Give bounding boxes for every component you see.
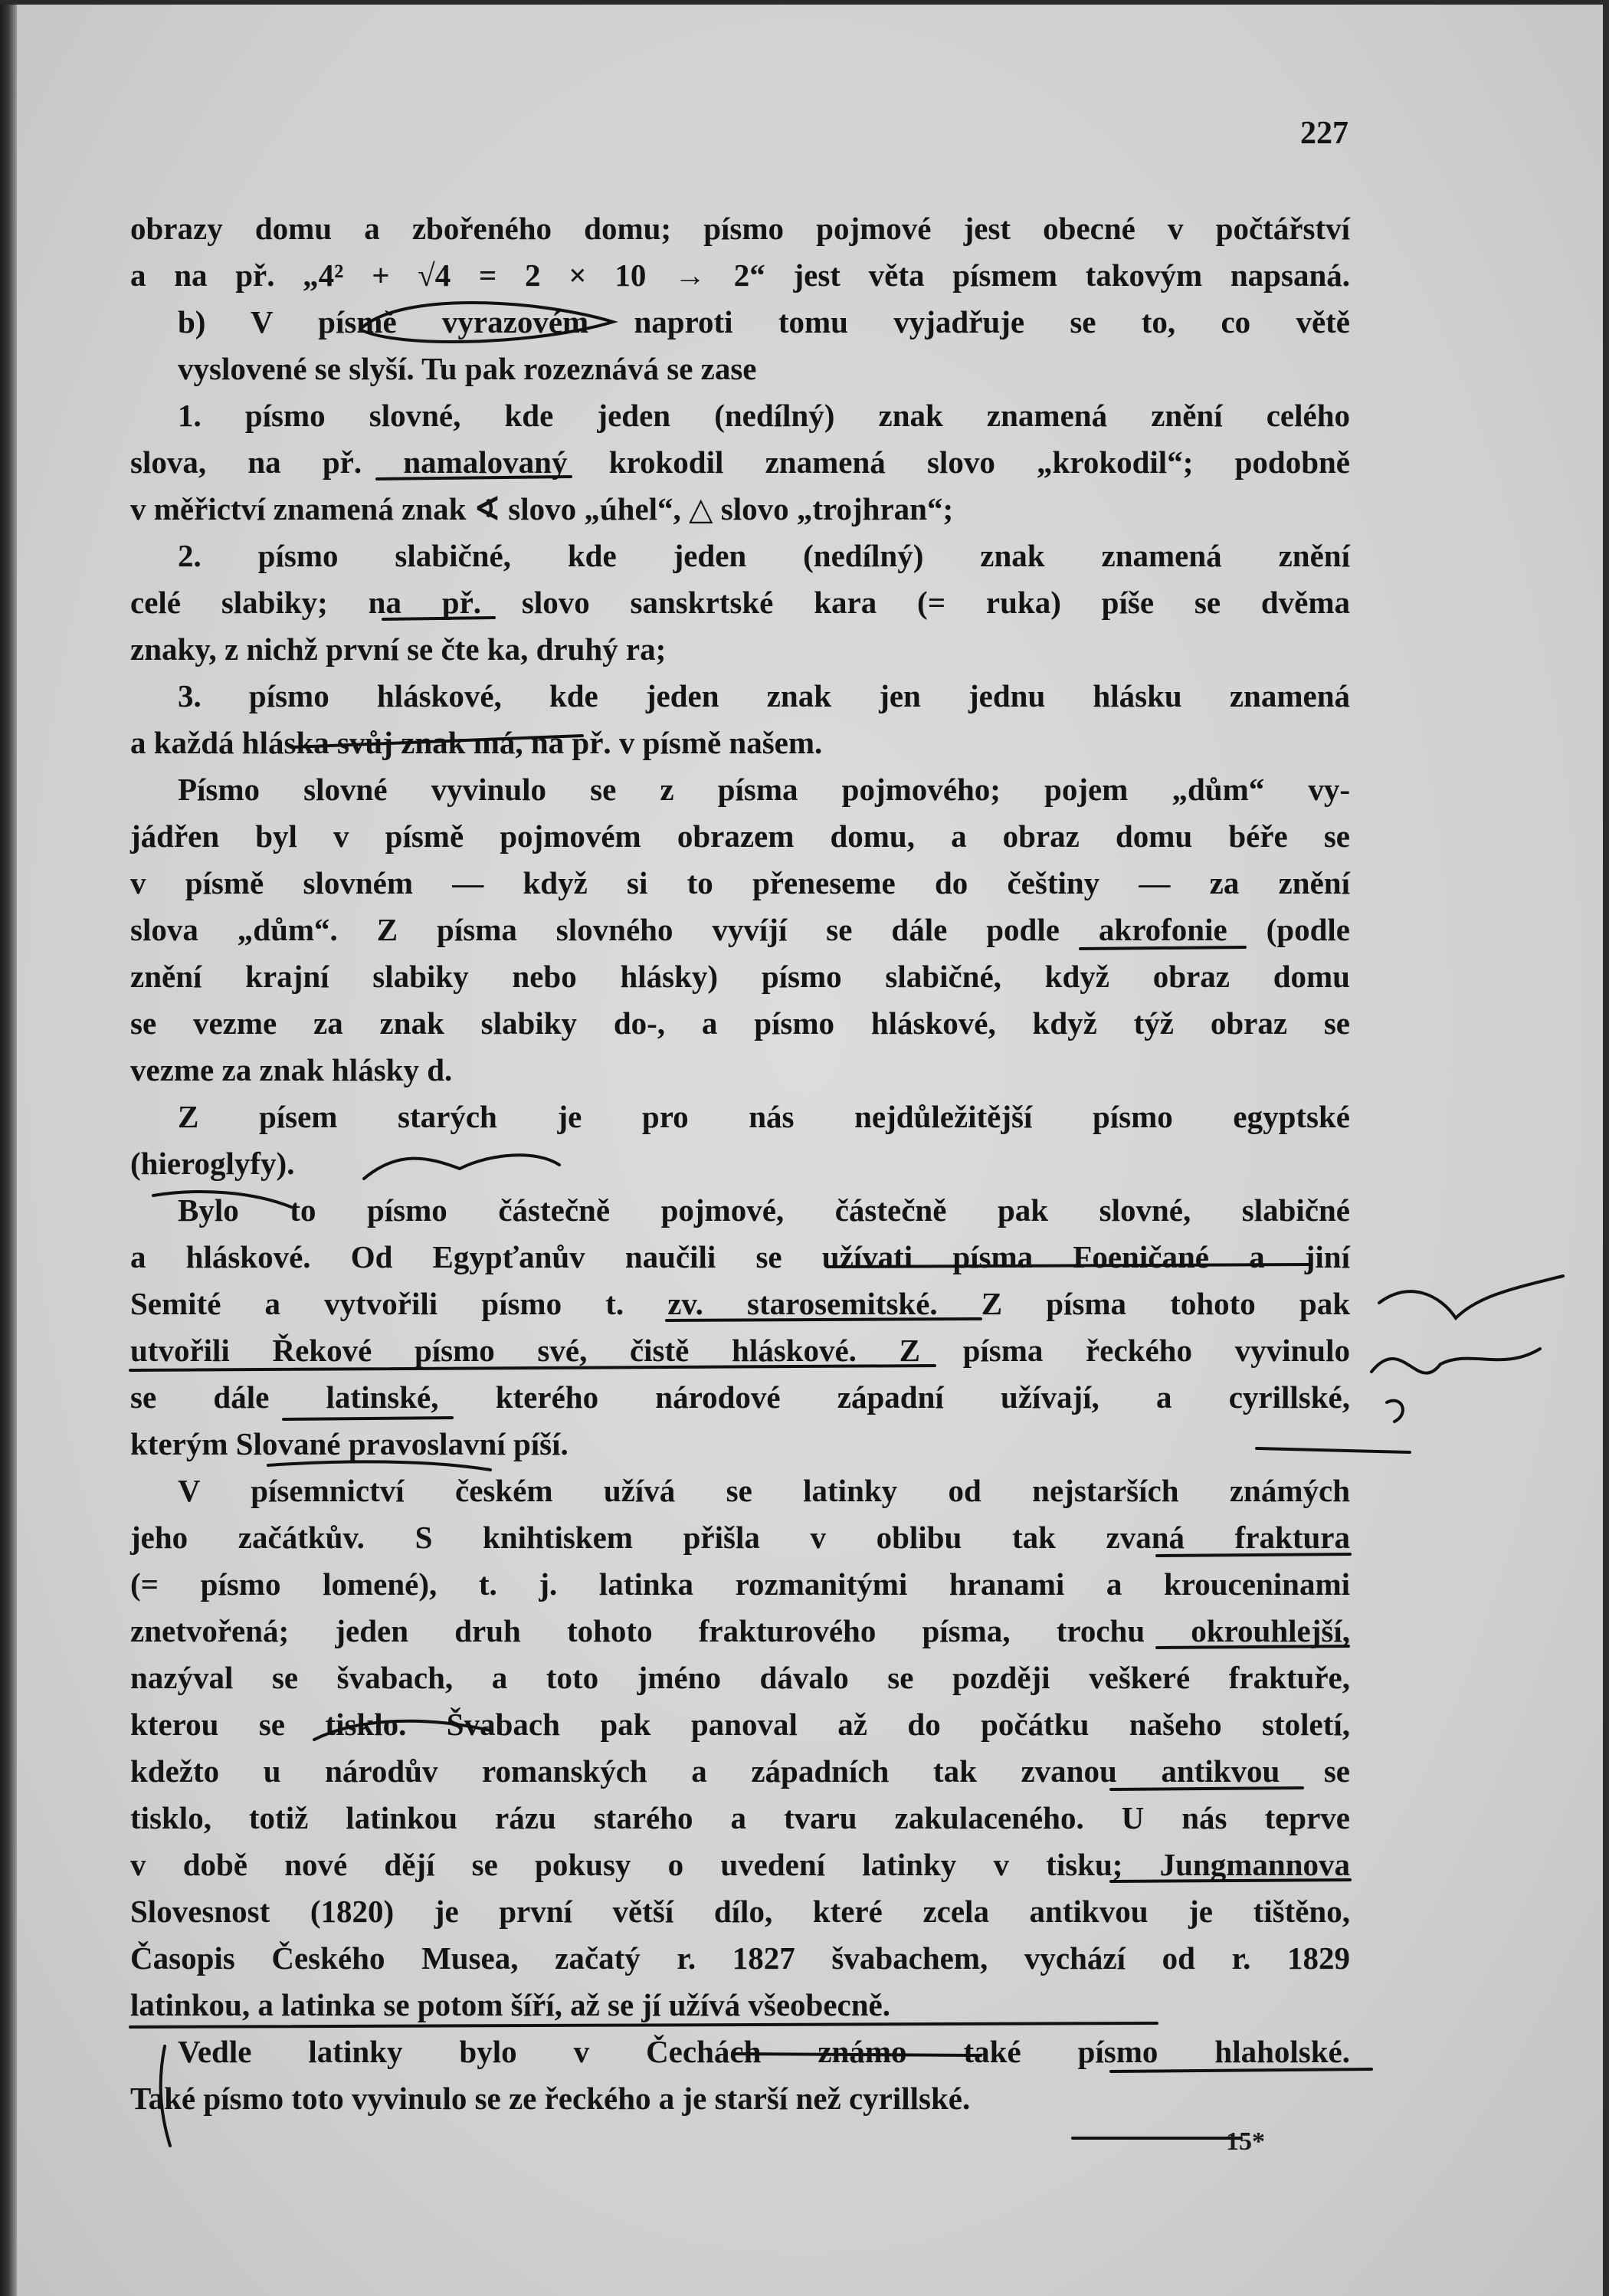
text-line: znaky, z nichž první se čte ka, druhý ra; (130, 631, 667, 667)
text-line: b) V písmě vyrazovém naproti tomu vyjadřuje se to, co větě (178, 304, 1350, 339)
text-line: a každá hláska svůj znak má, na př. v písmě našem. (130, 725, 823, 760)
binding-shadow (0, 0, 17, 2296)
text-line: Bylo to písmo částečně pojmové, částečně pak slovné, slabičné (178, 1192, 1350, 1228)
page-number: 227 (1300, 116, 1348, 151)
text-line: vezme za znak hlásky d. (130, 1052, 453, 1087)
text-line: (hieroglyfy). (130, 1146, 295, 1181)
text-line: v písmě slovném — když si to přeneseme do češtiny — za znění (130, 865, 1350, 900)
text-line: v měřictví znamená znak ∢ slovo „úhel“, △ slovo „trojhran“; (130, 491, 954, 526)
text-line: jádřen byl v písmě pojmovém obrazem domu, a obraz domu béře se (130, 818, 1350, 854)
text-line: znetvořená; jeden druh tohoto frakturového písma, trochu okrouhlejší, (130, 1613, 1350, 1648)
text-line: 1. písmo slovné, kde jeden (nedílný) znak znamená znění celého (178, 398, 1350, 433)
text-line: (= písmo lomené), t. j. latinka rozmanitými hranami a krouceninami (130, 1566, 1350, 1602)
text-line: Semité a vytvořili písmo t. zv. starosemitské. Z písma tohoto pak (130, 1286, 1350, 1321)
text-line: kterou se tisklo. Švabach pak panoval až do počátku našeho století, (130, 1707, 1350, 1742)
text-line: a hláskové. Od Egypťanův naučili se užívati písma Foeničané a jiní (130, 1239, 1350, 1274)
body-text (130, 205, 1350, 2122)
text-line: v době nové dějí se pokusy o uvedení latinky v tisku; Jungmannova (130, 1847, 1350, 1882)
text-line: kterým Slované pravoslavní píší. (130, 1426, 569, 1461)
text-line: se vezme za znak slabiky do-, a písmo hláskové, když týž obraz se (130, 1005, 1350, 1041)
margin-note-2 (1371, 1349, 1540, 1373)
text-line: tisklo, totiž latinkou rázu starého a tvaru zakulaceného. U nás teprve (130, 1800, 1350, 1835)
scan-edge-right (1603, 0, 1609, 2296)
text-line: Vedle latinky bylo v Čechách známo také písmo hlaholské. (178, 2034, 1350, 2069)
text-line: a na př. „4² + √4 = 2 × 10 → 2“ jest věta písmem takovým napsaná. (130, 257, 1350, 293)
text-line: slova „dům“. Z písma slovného vyvíjí se dále podle akrofonie (podle (130, 912, 1350, 947)
text-line: Také písmo toto vyvinulo se ze řeckého a je starší než cyrillské. (130, 2081, 971, 2116)
text-line: Z písem starých je pro nás nejdůležitější písmo egyptské (178, 1099, 1350, 1134)
text-line: Časopis Českého Musea, začatý r. 1827 švabachem, vychází od r. 1829 (130, 1940, 1350, 1976)
scan-edge-top (0, 0, 1609, 5)
text-line: obrazy domu a zbořeného domu; písmo pojmové jest obecné v počtářství (130, 211, 1350, 246)
signature-mark: 15* (1226, 2127, 1265, 2156)
margin-note-1 (1379, 1276, 1563, 1318)
text-line: se dále latinské, kterého národové západní užívají, a cyrillské, (130, 1379, 1350, 1415)
text-line: latinkou, a latinka se potom šíří, až se jí užívá všeobecně. (130, 1987, 890, 2022)
text-line: jeho začátkův. S knihtiskem přišla v oblibu tak zvaná fraktura (130, 1520, 1350, 1555)
text-line: 3. písmo hláskové, kde jeden znak jen jednu hlásku znamená (178, 678, 1350, 713)
text-line: znění krajní slabiky nebo hlásky) písmo slabičné, když obraz domu (130, 959, 1350, 994)
text-line: 2. písmo slabičné, kde jeden (nedílný) znak znamená znění (178, 538, 1350, 573)
text-line: celé slabiky; na př. slovo sanskrtské kara (= ruka) píše se dvěma (130, 585, 1350, 620)
text-line: kdežto u národův romanských a západních tak zvanou antikvou se (130, 1753, 1350, 1789)
text-line: vyslovené se slyší. Tu pak rozeznává se zase (178, 351, 757, 386)
text-line: nazýval se švabach, a toto jméno dávalo se později veškeré fraktuře, (130, 1660, 1350, 1695)
text-line: slova, na př. namalovaný krokodil znamená slovo „krokodil“; podobně (130, 444, 1350, 480)
text-line: Písmo slovné vyvinulo se z písma pojmového; pojem „dům“ vy- (178, 772, 1350, 807)
text-line: V písemnictví českém užívá se latinky od nejstarších známých (178, 1473, 1350, 1508)
margin-note-3 (1387, 1401, 1403, 1422)
text-line: utvořili Řekové písmo své, čistě hláskové. Z písma řeckého vyvinulo (130, 1333, 1350, 1368)
text-line: Slovesnost (1820) je první větší dílo, které zcela antikvou je tištěno, (130, 1894, 1350, 1929)
